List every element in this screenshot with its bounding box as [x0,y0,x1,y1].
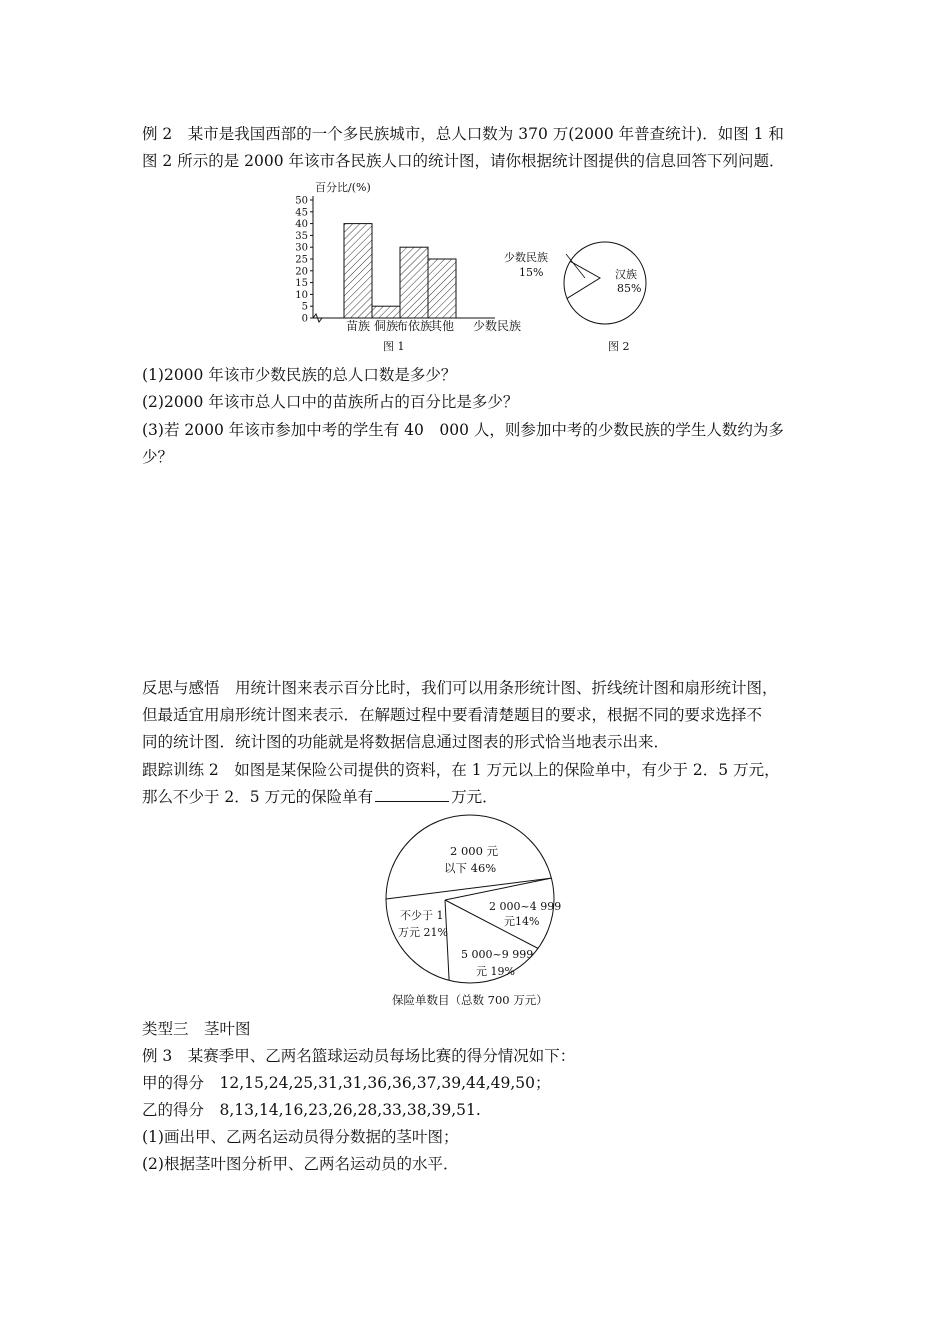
example2-line1: 例 2 某市是我国西部的一个多民族城市，总人口数为 370 万(2000 年普查统计)．如图 1 和 [142,125,784,143]
insurance-slice2-label2: 元14% [504,915,540,928]
insurance-slice3-label2: 元 19% [476,965,515,978]
figure2-label-han: 汉族 [615,268,637,281]
figure1-category-label: 侗族 [373,319,399,333]
type3-heading: 类型三 茎叶图 [142,1020,251,1038]
example3-question2: (2)根据茎叶图分析甲、乙两名运动员的水平． [142,1155,459,1173]
figure1-ytick-label: 25 [295,254,308,266]
figure2-value-minority: 15% [519,266,544,279]
example2-question1: (1)2000 年该市少数民族的总人口数是多少？ [142,366,457,384]
figure1-bar [428,259,456,318]
figure1-ytick-label: 35 [295,230,308,242]
insurance-caption: 保险单数目（总数 700 万元） [392,993,548,1007]
insurance-slice4-label1: 不少于 1 [400,909,444,922]
example2-line2: 图 2 所示的是 2000 年该市各民族人口的统计图，请你根据统计图提供的信息回答下列问题． [142,152,785,170]
insurance-slice1-label2: 以下 46% [444,861,497,875]
training2-line2-before: 那么不少于 2．5 万元的保险单有 [142,788,374,806]
reflection-line1: 反思与感悟 用统计图来表示百分比时，我们可以用条形统计图、折线统计图和扇形统计图， [142,679,778,697]
figure2-pie-chart [500,228,660,358]
insurance-slice2-label1: 2 000~4 999 [489,900,562,913]
figure2-label-minority: 少数民族 [504,251,548,264]
figure2-value-han: 85% [617,282,642,295]
figure1-ytick-label: 30 [295,242,308,254]
figure1-category-label: 布依族 [395,319,433,333]
figure1-bar [372,306,400,318]
figure1-ytick-label: 10 [295,289,308,301]
example2-question3-line2: 少？ [142,448,174,466]
insurance-slice4-label2: 万元 21% [398,926,448,939]
figure1-ytick-label: 20 [295,266,308,278]
figure1-ytick-label: 15 [295,278,308,290]
figure1-ytick-label: 50 [295,195,308,207]
insurance-pie-chart [380,812,580,1012]
figure1-ytick-label: 40 [295,219,308,231]
figure1-xlabel: 少数民族 [473,319,522,333]
example2-question2: (2)2000 年该市总人口中的苗族所占的百分比是多少？ [142,393,519,411]
figure1-category-label: 苗族 [345,319,371,333]
reflection-line3: 同的统计图．统计图的功能就是将数据信息通过图表的形式恰当地表示出来． [142,733,670,751]
figure2-caption: 图 2 [608,340,630,353]
insurance-slice3-label1: 5 000~9 999 [461,948,534,961]
example2-question3-line1: (3)若 2000 年该市参加中考的学生有 40 000 人，则参加中考的少数民族的学生人数约为多 [142,421,784,439]
example3-question1: (1)画出甲、乙两名运动员得分数据的茎叶图； [142,1128,459,1146]
figure1-ytick-label: 45 [295,207,308,219]
training2-line2-after: 万元． [451,788,498,806]
training2-line2 [142,786,498,808]
jia-scores: 甲的得分 12,15,24,25,31,31,36,36,37,39,44,49,50； [142,1074,551,1092]
figure1-ylabel: 百分比/(%) [315,181,371,194]
training2-line1: 跟踪训练 2 如图是某保险公司提供的资料，在 1 万元以上的保险单中，有少于 2．5 万元， [142,761,780,779]
yi-scores: 乙的得分 8,13,14,16,23,26,28,33,38,39,51. [142,1101,481,1119]
figure1-caption: 图 1 [383,340,405,353]
insurance-slice1-label1: 2 000 元 [450,844,499,858]
figure1-ytick-label: 0 [301,313,308,325]
figure1-bar [344,224,372,318]
example3-line: 例 3 某赛季甲、乙两名篮球运动员每场比赛的得分情况如下： [142,1047,576,1065]
reflection-line2: 但最适宜用扇形统计图来表示．在解题过程中要看清楚题目的要求，根据不同的要求选择不 [142,706,763,724]
answer-blank [375,787,449,802]
figure1-ytick-label: 5 [301,301,308,313]
figure1-bar [400,247,428,318]
figure1-category-label: 其他 [429,319,455,333]
